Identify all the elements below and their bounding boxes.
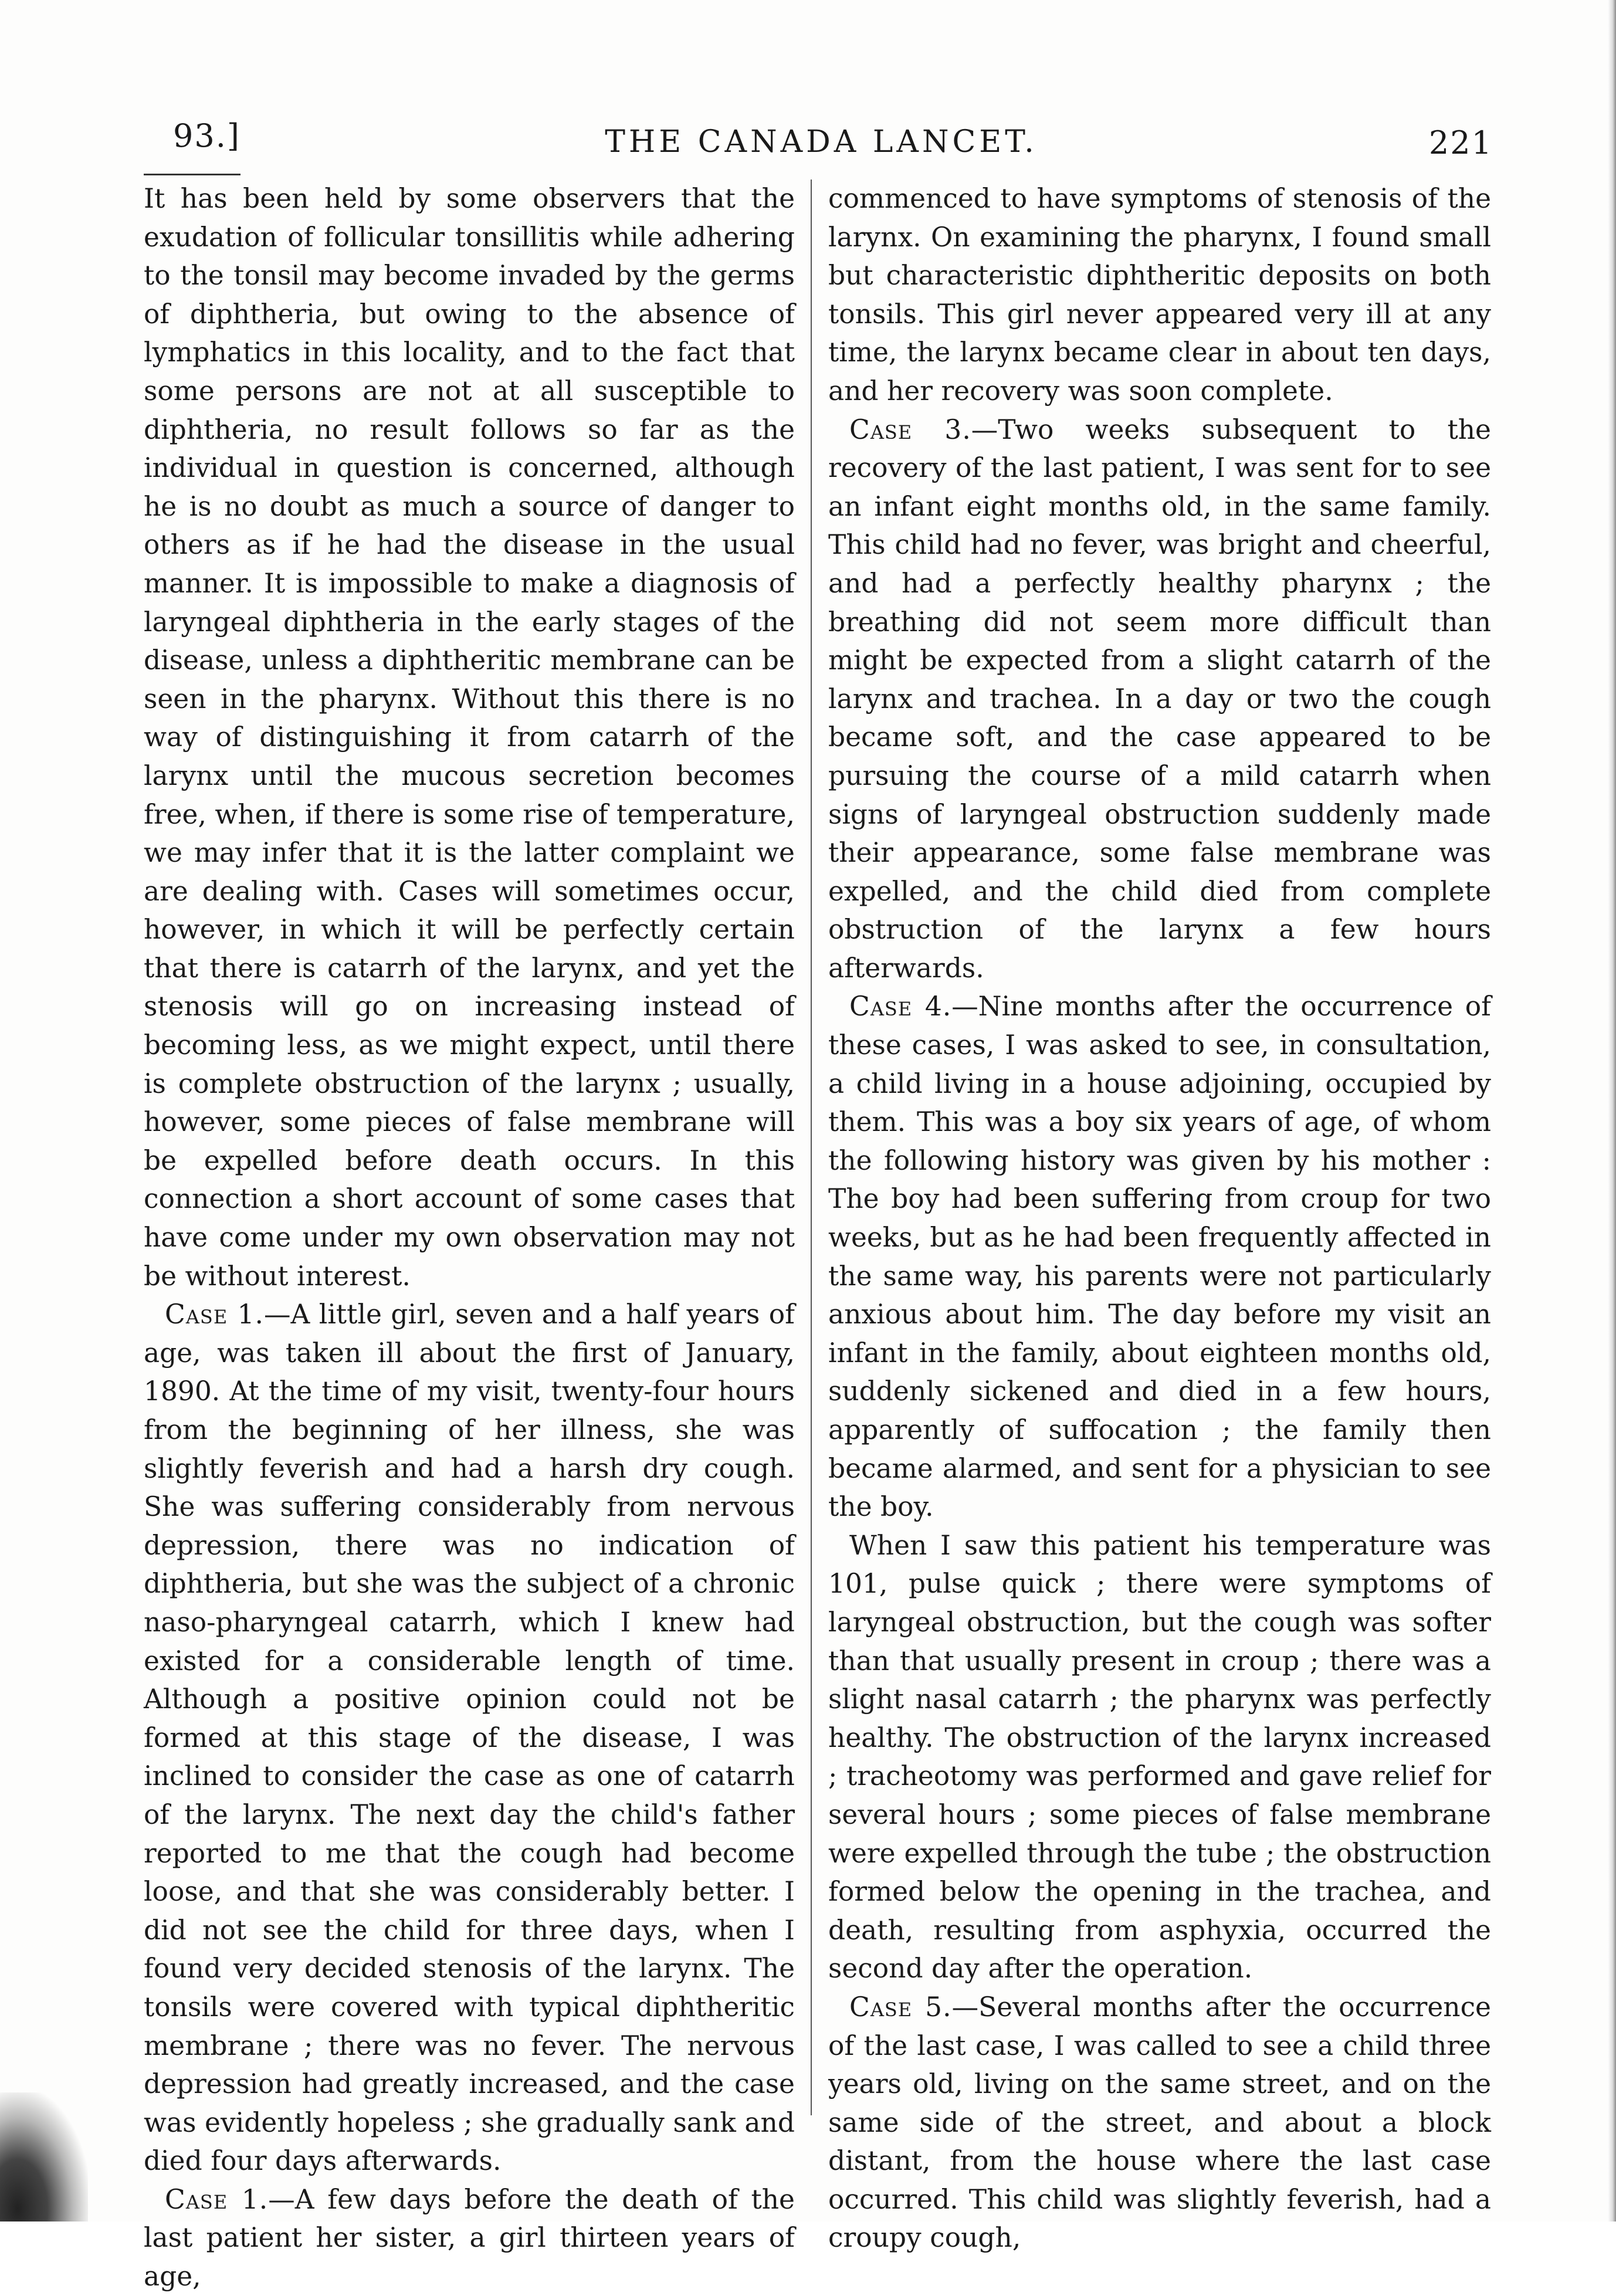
left-column: [144, 180, 795, 2296]
case-1-label: Case 1.: [165, 1299, 265, 1330]
intro-paragraph: It has been held by some observers that the exudation of follicular tonsillitis while adhering to the tonsil may become invaded by the germs of diphtheria, but owing to the absence of lymphatics in this locality, and to the fact that some persons are not at all susceptible to diphtheria, no result follows so far as the individual in question is concerned, although he is no doubt as much a source of danger to others as if he had the disease in the usual manner. It is impossible to make a diagnosis of laryngeal diphtheria in the early stages of the disease, unless a diphtheritic membrane can be seen in the pharynx. Without this there is no way of distinguishing it from catarrh of the larynx until the mucous secretion becomes free, when, if there is some rise of temperature, we may infer that it is the latter complaint we are dealing with. Cases will sometimes occur, however, in which it will be perfectly certain that there is catarrh of the larynx, and yet the stenosis will go on increasing instead of becoming less, as we might expect, until there is complete obstruction of the larynx ; usually, however, some pieces of false membrane will be expelled before death occurs. In this connection a short account of some cases that have come under my own observation may not be without interest.: [144, 183, 795, 1292]
case-2-text: —A few days before the death of the last patient her sister, a girl thirteen years of age,: [144, 2183, 795, 2292]
running-header: [150, 117, 1493, 170]
case-4-label: Case 4.: [849, 991, 952, 1022]
case-2-continuation: commenced to have symptoms of stenosis of the larynx. On examining the pharynx, I found small but characteristic diphtheritic deposits on both tonsils. This girl never appeared very ill at any time, the larynx became clear in about ten days, and her recovery was soon complete.: [828, 183, 1491, 407]
case-4-paragraph: [828, 987, 1491, 1526]
case-2-paragraph: [144, 2180, 795, 2296]
case-5-text: —Several months after the occurrence of the last case, I was called to see a child three years old, living on the same street, and on the same side of the street, and about a block distant, from the house where the last case occurred. This child was slightly feverish, had a croupy cough,: [828, 1991, 1491, 2254]
header-rule: [144, 174, 240, 175]
case-5-paragraph: [828, 1988, 1491, 2257]
right-column: [828, 180, 1491, 2257]
corner-smudge: [0, 2092, 88, 2222]
page-number: 221: [1428, 124, 1493, 161]
journal-title: THE CANADA LANCET.: [605, 124, 1038, 160]
case-4-text: —Nine months after the occurrence of these cases, I was asked to see, in consultation, a child living in a house adjoining, occupied by them. This was a boy six years of age, of whom the following history was given by his mother : The boy had been suffering from croup for two weeks, but as he had been frequently affected in the same way, his parents were not particularly anxious about him. The day before my visit an infant in the family, about eighteen months old, suddenly sickened and died in a few hours, apparently of suffocation ; the family then became alarmed, and sent for a physician to see the boy.: [828, 991, 1491, 1523]
case-2-label: Case 1.: [165, 2183, 269, 2215]
case-4-followup-paragraph: When I saw this patient his temperature was 101, pulse quick ; there were symptoms of laryngeal obstruction, but the cough was softer than that usually present in croup ; there was a slight nasal catarrh ; the pharynx was perfectly healthy. The obstruction of the larynx increased ; tracheotomy was performed and gave relief for several hours ; some pieces of false membrane were expelled through the tube ; the obstruction formed below the opening in the trachea, and death, resulting from asphyxia, occurred the second day after the operation.: [828, 1529, 1491, 1985]
case-3-text: —Two weeks subsequent to the recovery of the last patient, I was sent for to see an infant eight months old, in the same family. This child had no fever, was bright and cheerful, and had a perfectly healthy pharynx ; the breathing did not seem more difficult than might be expected from a slight catarrh of the larynx and trachea. In a day or two the cough became soft, and the case appeared to be pursuing the course of a mild catarrh when signs of laryngeal obstruction suddenly made their appearance, some false membrane was expelled, and the child died from complete obstruction of the larynx a few hours afterwards.: [828, 414, 1491, 984]
issue-number: 93.]: [173, 117, 240, 154]
case-3-paragraph: [828, 411, 1491, 988]
column-divider: [811, 180, 812, 2115]
case-1-text: —A little girl, seven and a half years of age, was taken ill about the first of January, 1890. At the time of my visit, twenty-four hours from the beginning of her illness, she was slightly feverish and had a harsh dry cough. She was suffering considerably from nervous depression, there was no indication of diphtheria, but she was the subject of a chronic naso-pharyngeal catarrh, which I knew had existed for a considerable length of time. Although a positive opinion could not be formed at this stage of the disease, I was inclined to consider the case as one of catarrh of the larynx. The next day the child's father reported to me that the cough had become loose, and that she was considerably better. I did not see the child for three days, when I found very decided stenosis of the larynx. The tonsils were covered with typical diphtheritic membrane ; there was no fever. The nervous depression had greatly increased, and the case was evidently hopeless ; she gradually sank and died four days afterwards.: [144, 1299, 795, 2177]
case-1-paragraph: [144, 1295, 795, 2180]
page-edge-shadow: [1608, 0, 1616, 2222]
case-5-label: Case 5.: [849, 1991, 952, 2023]
case-3-label: Case 3.: [849, 414, 971, 445]
